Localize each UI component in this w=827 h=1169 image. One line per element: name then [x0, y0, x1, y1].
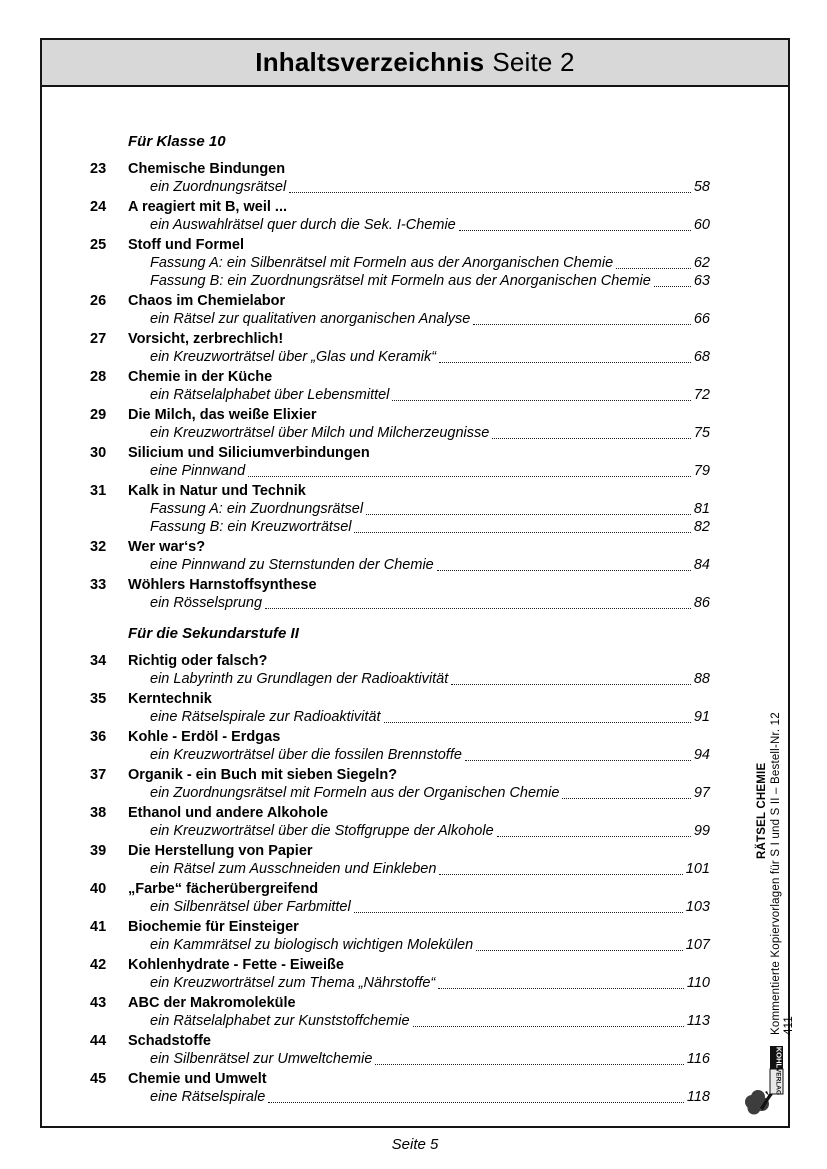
entry-subtitle: ein Zuordnungsrätsel — [150, 179, 287, 195]
entry-subtitle-row — [150, 556, 710, 574]
entry-subtitle: ein Kammrätsel zu biologisch wichtigen Molekülen — [150, 937, 474, 953]
entry-page-number: 84 — [693, 557, 710, 573]
toc-entry — [90, 444, 710, 480]
dot-leader — [392, 400, 690, 401]
entry-title: Kohlenhydrate - Fette - Eiweiße — [128, 957, 344, 973]
entry-title: Kohle - Erdöl - Erdgas — [128, 729, 281, 745]
entry-page-number: 113 — [686, 1013, 710, 1029]
entry-number: 36 — [90, 729, 107, 745]
entry-subtitle: ein Silbenrätsel über Farbmittel — [150, 899, 351, 915]
entry-page-number: 58 — [693, 179, 710, 195]
entry-page-number: 60 — [693, 217, 710, 233]
entry-number: 28 — [90, 369, 107, 385]
entry-head — [90, 160, 710, 178]
dot-leader — [375, 1064, 683, 1065]
entry-title: Organik - ein Buch mit sieben Siegeln? — [128, 767, 398, 783]
entry-subtitle-row — [150, 216, 710, 234]
entry-number: 25 — [90, 237, 107, 253]
kohl-verlag-tree-icon — [742, 1042, 794, 1122]
entry-subtitle: Fassung B: ein Zuordnungsrätsel mit Formeln aus der Anorganischen Chemie — [150, 273, 651, 289]
entry-page-number: 86 — [693, 595, 710, 611]
dot-leader — [497, 836, 691, 837]
toc-content — [42, 87, 788, 1106]
entry-number: 27 — [90, 331, 107, 347]
entry-head — [90, 198, 710, 216]
entry-subtitle-row — [150, 272, 710, 290]
entry-subtitle: ein Rösselsprung — [150, 595, 263, 611]
entry-number: 44 — [90, 1033, 107, 1049]
toc-entry — [90, 292, 710, 328]
entry-number: 39 — [90, 843, 107, 859]
entry-head — [90, 406, 710, 424]
dot-leader — [451, 684, 691, 685]
svg-text:KOHL: KOHL — [774, 1046, 784, 1069]
entry-title: Chemie und Umwelt — [128, 1071, 267, 1087]
entry-subtitle-row — [150, 386, 710, 404]
toc-entry — [90, 576, 710, 612]
entry-subtitle-row — [150, 898, 710, 916]
entry-number: 33 — [90, 577, 107, 593]
entry-head — [90, 576, 710, 594]
entry-head — [90, 880, 710, 898]
toc-entry — [90, 1032, 710, 1068]
dot-leader — [354, 912, 683, 913]
toc-entry — [90, 368, 710, 404]
entry-page-number: 66 — [693, 311, 710, 327]
entry-head — [90, 918, 710, 936]
entry-page-number: 110 — [686, 975, 710, 991]
entry-subtitle: ein Auswahlrätsel quer durch die Sek. I-Chemie — [150, 217, 456, 233]
entry-subtitle-row — [150, 462, 710, 480]
entry-subtitle: eine Rätselspirale — [150, 1089, 266, 1105]
dot-leader — [473, 324, 691, 325]
toc-header — [42, 40, 788, 87]
entry-title: Wöhlers Harnstoffsynthese — [128, 577, 317, 593]
entry-page-number: 94 — [693, 747, 710, 763]
entry-title: Schadstoffe — [128, 1033, 211, 1049]
entry-subtitle: ein Kreuzworträtsel über „Glas und Keramik“ — [150, 349, 437, 365]
entry-head — [90, 842, 710, 860]
entry-number: 30 — [90, 445, 107, 461]
entry-head — [90, 804, 710, 822]
toc-entry — [90, 1070, 710, 1106]
entry-subtitle: ein Kreuzworträtsel über die Stoffgruppe der Alkohole — [150, 823, 494, 839]
entry-head — [90, 368, 710, 386]
toc-entry — [90, 728, 710, 764]
toc-entry — [90, 804, 710, 840]
toc-entry — [90, 880, 710, 916]
entry-head — [90, 652, 710, 670]
dot-leader — [439, 362, 691, 363]
entry-title: Ethanol und andere Alkohole — [128, 805, 329, 821]
toc-section — [90, 133, 710, 612]
entry-page-number: 81 — [693, 501, 710, 517]
dot-leader — [437, 570, 691, 571]
sidebar-series-subtitle: Kommentierte Kopiervorlagen für S I und S II – Bestell-Nr. 12 411 — [769, 712, 795, 1035]
entry-subtitle: Fassung A: ein Silbenrätsel mit Formeln aus der Anorganischen Chemie — [150, 255, 614, 271]
dot-leader — [439, 874, 682, 875]
toc-entry — [90, 842, 710, 878]
entry-subtitle-row — [150, 1088, 710, 1106]
entry-subtitle-row — [150, 974, 710, 992]
dot-leader — [465, 760, 691, 761]
entry-subtitle-row — [150, 518, 710, 536]
entry-number: 24 — [90, 199, 107, 215]
publisher-logo — [742, 1042, 794, 1122]
entry-title: Stoff und Formel — [128, 237, 244, 253]
footer-page-number: Seite 5 — [391, 1136, 439, 1153]
entry-number: 40 — [90, 881, 107, 897]
dot-leader — [438, 988, 684, 989]
entry-head — [90, 728, 710, 746]
entry-subtitle: ein Silbenrätsel zur Umweltchemie — [150, 1051, 373, 1067]
entry-page-number: 99 — [693, 823, 710, 839]
entry-subtitle: ein Rätsel zur qualitativen anorganischen Analyse — [150, 311, 471, 327]
entry-head — [90, 1070, 710, 1088]
entry-number: 32 — [90, 539, 107, 555]
entry-page-number: 62 — [693, 255, 710, 271]
entry-subtitle: eine Pinnwand — [150, 463, 246, 479]
entry-subtitle: ein Rätselalphabet zur Kunststoffchemie — [150, 1013, 410, 1029]
section-heading: Für Klasse 10 — [128, 133, 226, 150]
entry-title: Chaos im Chemielabor — [128, 293, 286, 309]
entry-title: Die Milch, das weiße Elixier — [128, 407, 317, 423]
entry-subtitle-row — [150, 254, 710, 272]
entry-page-number: 97 — [693, 785, 710, 801]
entry-subtitle: Fassung A: ein Zuordnungsrätsel — [150, 501, 364, 517]
entry-page-number: 79 — [693, 463, 710, 479]
toc-header-page-indicator: Seite 2 — [492, 47, 575, 77]
entry-page-number: 82 — [693, 519, 710, 535]
toc-entry — [90, 236, 710, 290]
dot-leader — [476, 950, 683, 951]
entry-subtitle-row — [150, 860, 710, 878]
toc-entry — [90, 198, 710, 234]
entry-number: 34 — [90, 653, 107, 669]
entry-head — [90, 330, 710, 348]
entry-head — [90, 236, 710, 254]
entry-number: 26 — [90, 293, 107, 309]
entry-page-number: 72 — [693, 387, 710, 403]
entry-page-number: 75 — [693, 425, 710, 441]
toc-entry — [90, 652, 710, 688]
entry-head — [90, 956, 710, 974]
page-border-frame — [40, 38, 790, 1128]
entry-number: 45 — [90, 1071, 107, 1087]
entry-number: 37 — [90, 767, 107, 783]
entry-page-number: 118 — [686, 1089, 710, 1105]
entry-subtitle-row — [150, 708, 710, 726]
entry-title: ABC der Makromoleküle — [128, 995, 296, 1011]
toc-entry — [90, 406, 710, 442]
entry-head — [90, 538, 710, 556]
svg-text:VERLAG: VERLAG — [774, 1067, 782, 1096]
entry-number: 23 — [90, 161, 107, 177]
toc-entry — [90, 918, 710, 954]
sidebar-vertical-text — [756, 695, 795, 1035]
entry-title: Die Herstellung von Papier — [128, 843, 313, 859]
entry-subtitle-row — [150, 822, 710, 840]
entry-page-number: 63 — [693, 273, 710, 289]
entry-number: 38 — [90, 805, 107, 821]
toc-section — [90, 625, 710, 1106]
entry-subtitle: Fassung B: ein Kreuzworträtsel — [150, 519, 352, 535]
entry-title: Kerntechnik — [128, 691, 212, 707]
entry-subtitle: ein Labyrinth zu Grundlagen der Radioaktivität — [150, 671, 449, 687]
toc-entry — [90, 482, 710, 536]
entry-head — [90, 444, 710, 462]
entry-subtitle-row — [150, 500, 710, 518]
entry-subtitle: ein Zuordnungsrätsel mit Formeln aus der Organischen Chemie — [150, 785, 560, 801]
entry-subtitle-row — [150, 594, 710, 612]
entry-subtitle: ein Kreuzworträtsel über die fossilen Brennstoffe — [150, 747, 462, 763]
dot-leader — [289, 192, 691, 193]
dot-leader — [248, 476, 691, 477]
toc-entry — [90, 956, 710, 992]
entry-title: „Farbe“ fächerübergreifend — [128, 881, 319, 897]
entry-number: 29 — [90, 407, 107, 423]
dot-leader — [268, 1102, 684, 1103]
dot-leader — [616, 268, 691, 269]
entry-subtitle-row — [150, 310, 710, 328]
entry-title: Richtig oder falsch? — [128, 653, 268, 669]
entry-page-number: 107 — [685, 937, 710, 953]
entry-subtitle: ein Kreuzworträtsel über Milch und Milcherzeugnisse — [150, 425, 490, 441]
entry-number: 35 — [90, 691, 107, 707]
entry-page-number: 68 — [693, 349, 710, 365]
entry-subtitle-row — [150, 784, 710, 802]
entry-subtitle-row — [150, 936, 710, 954]
dot-leader — [366, 514, 691, 515]
toc-entry — [90, 766, 710, 802]
dot-leader — [413, 1026, 684, 1027]
dot-leader — [265, 608, 691, 609]
entry-title: Chemie in der Küche — [128, 369, 273, 385]
toc-header-title: Inhaltsverzeichnis — [255, 47, 485, 77]
entry-page-number: 91 — [693, 709, 710, 725]
entry-subtitle: ein Rätsel zum Ausschneiden und Einkleben — [150, 861, 437, 877]
entry-subtitle-row — [150, 1050, 710, 1068]
entry-head — [90, 690, 710, 708]
entry-number: 43 — [90, 995, 107, 1011]
entry-title: Kalk in Natur und Technik — [128, 483, 306, 499]
toc-entry — [90, 160, 710, 196]
entry-subtitle-row — [150, 178, 710, 196]
entry-head — [90, 766, 710, 784]
entry-subtitle: eine Pinnwand zu Sternstunden der Chemie — [150, 557, 434, 573]
entry-subtitle: ein Rätselalphabet über Lebensmittel — [150, 387, 390, 403]
entry-number: 31 — [90, 483, 107, 499]
entry-subtitle: ein Kreuzworträtsel zum Thema „Nährstoffe“ — [150, 975, 436, 991]
entry-subtitle-row — [150, 424, 710, 442]
sidebar-series-title: RÄTSEL CHEMIE — [756, 762, 768, 859]
toc-entry — [90, 994, 710, 1030]
entry-number: 41 — [90, 919, 107, 935]
entry-subtitle-row — [150, 746, 710, 764]
entry-head — [90, 292, 710, 310]
entry-page-number: 101 — [685, 861, 710, 877]
entry-page-number: 116 — [686, 1051, 710, 1067]
entry-page-number: 88 — [693, 671, 710, 687]
toc-entry — [90, 690, 710, 726]
entry-title: Wer war‘s? — [128, 539, 206, 555]
entry-title: Biochemie für Einsteiger — [128, 919, 299, 935]
entry-subtitle-row — [150, 670, 710, 688]
dot-leader — [562, 798, 690, 799]
dot-leader — [492, 438, 691, 439]
entry-head — [90, 994, 710, 1012]
entry-title: Silicium und Siliciumverbindungen — [128, 445, 370, 461]
entry-subtitle-row — [150, 1012, 710, 1030]
toc-entry — [90, 538, 710, 574]
entry-number: 42 — [90, 957, 107, 973]
toc-entry — [90, 330, 710, 366]
dot-leader — [384, 722, 691, 723]
dot-leader — [354, 532, 690, 533]
entry-head — [90, 1032, 710, 1050]
dot-leader — [654, 286, 691, 287]
entry-subtitle: eine Rätselspirale zur Radioaktivität — [150, 709, 381, 725]
entry-title: Vorsicht, zerbrechlich! — [128, 331, 284, 347]
entry-title: Chemische Bindungen — [128, 161, 286, 177]
entry-page-number: 103 — [685, 899, 710, 915]
entry-subtitle-row — [150, 348, 710, 366]
section-heading: Für die Sekundarstufe II — [128, 625, 299, 642]
entry-head — [90, 482, 710, 500]
entry-title: A reagiert mit B, weil ... — [128, 199, 288, 215]
dot-leader — [459, 230, 691, 231]
